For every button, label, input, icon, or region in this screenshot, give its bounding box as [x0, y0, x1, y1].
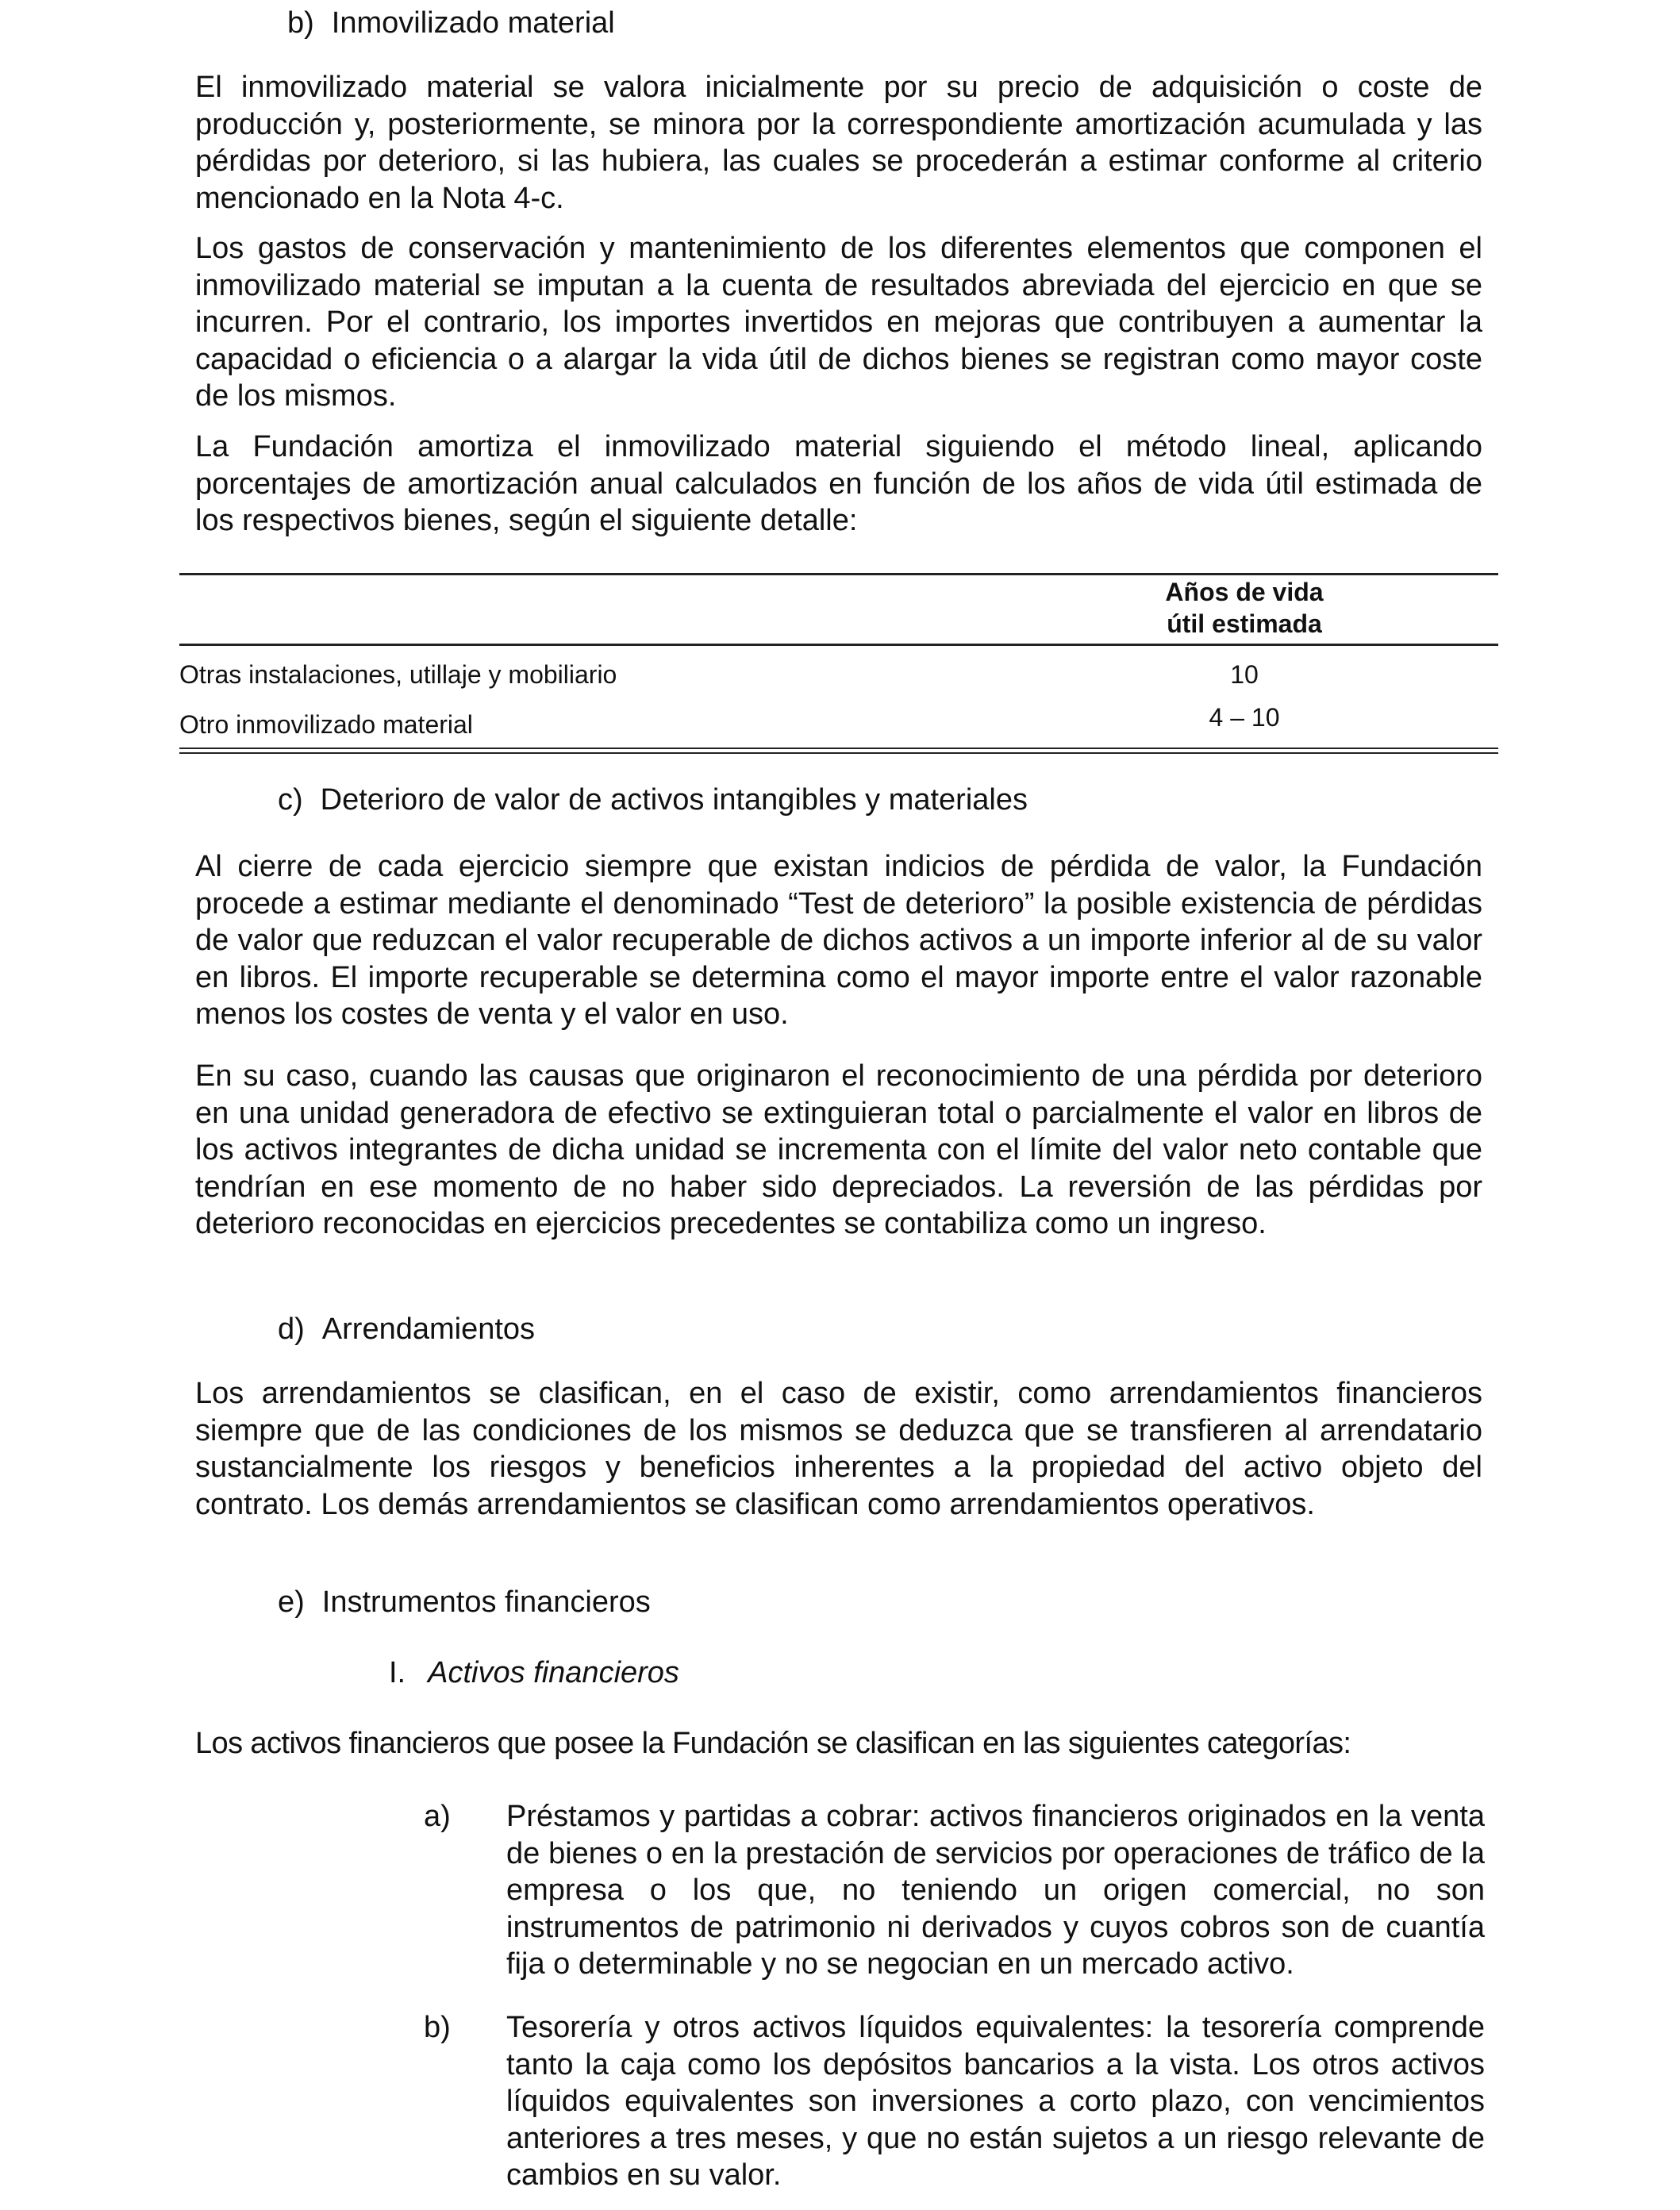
paragraph: En su caso, cuando las causas que originaron el reconocimiento de una pérdida por deterioro en una unidad generadora de efectivo se extinguieran total o parcialmente el valor en libros de los activos integrantes de dicha unidad se incrementa con el límite del valor neto contable que tendrían en ese momento de no haber sido depreciados. La reversión de las pérdidas por deterioro reconocidas en ejercicios precedentes se contabiliza como un ingreso. [195, 1059, 1482, 1240]
table-header-years [1094, 576, 1395, 640]
paragraph: Al cierre de cada ejercicio siempre que existan indicios de pérdida de valor, la Fundación procede a estimar mediante el denominado “Test de deterioro” la posible existencia de pérdidas de valor que reduzcan el valor recuperable de dichos activos a un importe inferior al de su valor en libros. El importe recuperable se determina como el mayor importe entre el valor razonable menos los costes de venta y el valor en uso. [195, 850, 1482, 1031]
table-bottom-rule [179, 748, 1498, 749]
section-title: Inmovilizado material [331, 6, 615, 40]
section-heading-instrumentos-financieros [278, 1584, 651, 1620]
section-title: Deterioro de valor de activos intangibles y materiales [320, 783, 1028, 817]
section-heading-deterioro [278, 782, 1028, 818]
section-title: Arrendamientos [321, 1313, 536, 1346]
section-label: b) [287, 6, 314, 40]
table-bottom-rule [179, 752, 1498, 754]
list-item-text: Préstamos y partidas a cobrar: activos financieros originados en la venta de bienes o en la prestación de servicios por operaciones de tráfico de la empresa o los que, no teniendo un origen comercial, no son instrumentos de patrimonio ni derivados y cuyos cobros son de cuantía fija o determinable y no se negocian en un mercado activo. [506, 1800, 1485, 1981]
table-row-value: 4 – 10 [1209, 703, 1280, 732]
subsection-heading-activos-financieros [389, 1655, 679, 1691]
list-item [424, 2009, 1487, 2200]
paragraph: Los activos financieros que posee la Fundación se clasifican en las siguientes categorías: [195, 1727, 1351, 1760]
section-label: e) [278, 1585, 305, 1619]
table-header-rule [179, 644, 1498, 646]
subsection-title: Activos financieros [428, 1656, 679, 1689]
list-marker: a) [424, 1800, 451, 1833]
paragraph: La Fundación amortiza el inmovilizado material siguiendo el método lineal, aplicando porcentajes de amortización anual calculados en función de los años de vida útil estimada de los respectivos bienes, según el siguiente detalle: [195, 430, 1482, 537]
section-heading-inmovilizado-material [287, 5, 615, 41]
list-marker: b) [424, 2011, 451, 2044]
section-heading-arrendamientos [278, 1311, 535, 1347]
table-header-line: útil estimada [1167, 609, 1322, 638]
paragraph: Los gastos de conservación y mantenimiento de los diferentes elementos que componen el inmovilizado material se imputan a la cuenta de resultados abreviada del ejercicio en que se incurren. Por el contrario, los importes invertidos en mejoras que contribuyen a aumentar la capacidad o eficiencia o a alargar la vida útil de dichos bienes se registran como mayor coste de los mismos. [195, 232, 1482, 413]
subsection-label: I. [389, 1656, 406, 1689]
list-item [424, 1798, 1487, 1989]
table-row-label: Otras instalaciones, utillaje y mobiliario [179, 660, 617, 689]
paragraph: Los arrendamientos se clasifican, en el caso de existir, como arrendamientos financieros siempre que de las condiciones de los mismos se deduzca que se transfieren al arrendatario sustancialmente los riesgos y beneficios inherentes a la propiedad del activo objeto del contrato. Los demás arrendamientos se clasifican como arrendamientos operativos. [195, 1377, 1482, 1521]
table-row-value: 10 [1230, 660, 1259, 689]
table-header-line: Años de vida [1165, 578, 1324, 606]
section-label: c) [278, 783, 303, 817]
table-row-label: Otro inmovilizado material [179, 710, 473, 739]
section-label: d) [278, 1313, 305, 1346]
paragraph: El inmovilizado material se valora inicialmente por su precio de adquisición o coste de producción y, posteriormente, se minora por la correspondiente amortización acumulada y las pérdidas por deterioro, si las hubiera, las cuales se procederán a estimar conforme al criterio mencionado en la Nota 4-c. [195, 71, 1482, 215]
table-top-rule [179, 573, 1498, 575]
list-item-text: Tesorería y otros activos líquidos equivalentes: la tesorería comprende tanto la caja como los depósitos bancarios a la vista. Los otros activos líquidos equivalentes son inversiones a corto plazo, con vencimientos anteriores a tres meses, y que no están sujetos a un riesgo relevante de cambios en su valor. [506, 2011, 1485, 2192]
section-title: Instrumentos financieros [321, 1585, 651, 1619]
